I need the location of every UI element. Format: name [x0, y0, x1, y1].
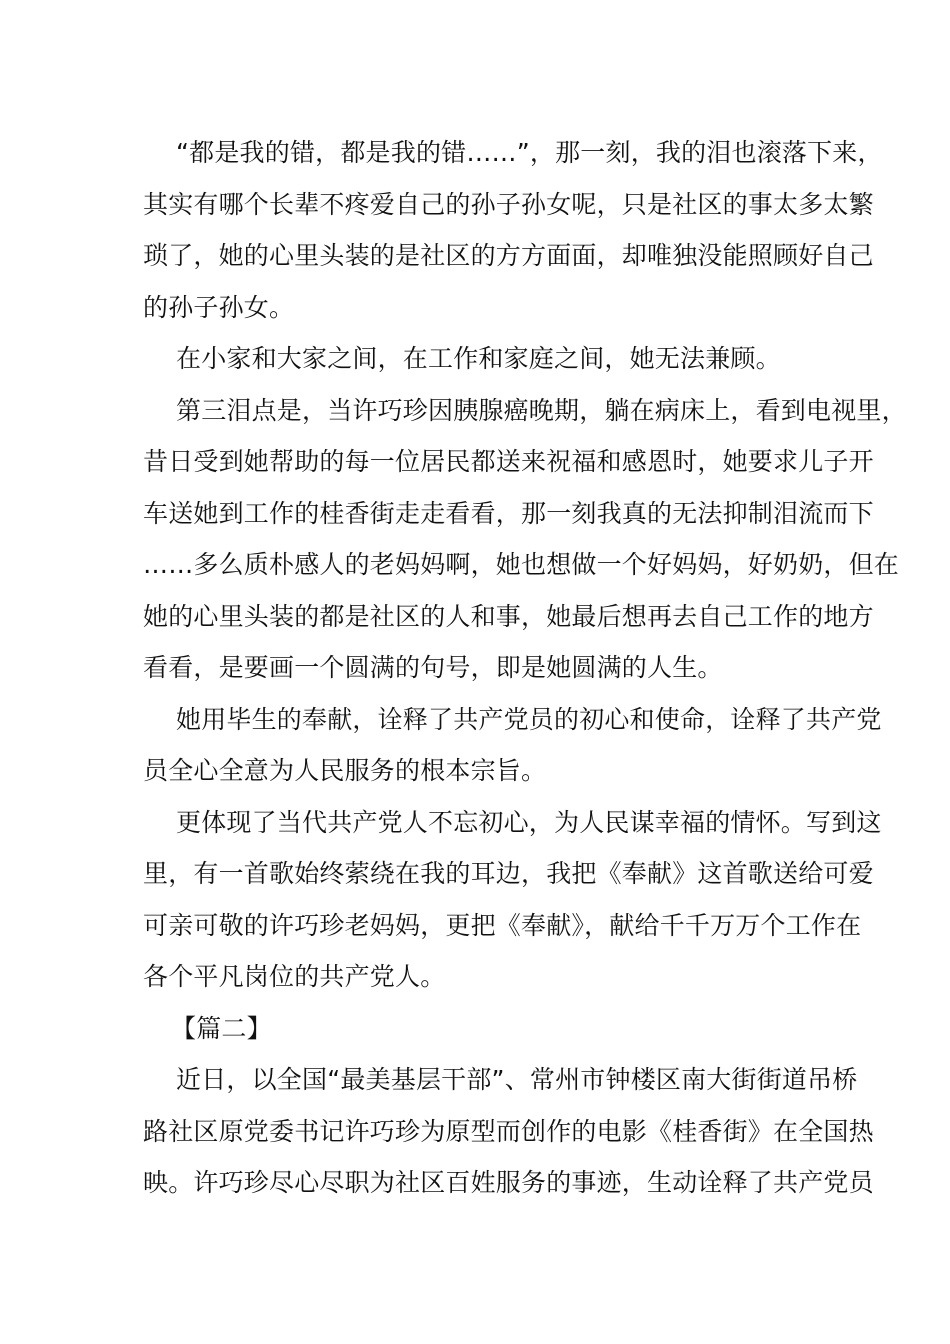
paragraph-1: [143, 127, 883, 333]
text-line: 其实有哪个长辈不疼爱自己的孙子孙女呢，只是社区的事太多太繁: [143, 189, 874, 219]
text-line: 路社区原党委书记许巧珍为原型而创作的电影《桂香街》在全国热: [143, 1116, 874, 1146]
text-line: 琐了，她的心里头装的是社区的方方面面，却唯独没能照顾好自己: [143, 241, 874, 270]
paragraph-2: [143, 333, 811, 385]
paragraph-3: [143, 385, 907, 694]
text-line: 在小家和大家之间，在工作和家庭之间，她无法兼顾。: [176, 344, 781, 373]
text-line: 各个平凡岗位的共产党人。: [143, 962, 446, 991]
text-line: 员全心全意为人民服务的根本宗旨。: [143, 756, 547, 785]
paragraph-4: [143, 694, 882, 797]
text-line: 更体现了当代共产党人不忘初心，为人民谋幸福的情怀。写到这: [176, 807, 882, 837]
text-line: ……多么质朴感人的老妈妈啊，她也想做一个好妈妈，好奶奶，但在: [143, 550, 900, 579]
text-line: 可亲可敬的许巧珍老妈妈，更把《奉献》，献给千千万万个工作在: [143, 910, 862, 940]
text-line: 近日，以全国“最美基层干部”、常州市钟楼区南大街街道吊桥: [176, 1065, 858, 1094]
text-line: 看看，是要画一个圆满的句号，即是她圆满的人生。: [143, 653, 723, 682]
text-line: 她的心里头装的都是社区的人和事，她最后想再去自己工作的地方: [143, 601, 874, 631]
text-line: 昔日受到她帮助的每一位居民都送来祝福和感恩时，她要求儿子开: [143, 447, 874, 476]
section-heading: [143, 1003, 811, 1055]
paragraph-5: [143, 797, 882, 1003]
heading-text: 【篇二】: [171, 1013, 272, 1043]
paragraph-6: [143, 1054, 874, 1209]
text-line: 里，有一首歌始终萦绕在我的耳边，我把《奉献》这首歌送给可爱: [143, 859, 874, 888]
text-line: 映。许巧珍尽心尽职为社区百姓服务的事迹，生动诠释了共产党员: [143, 1168, 874, 1197]
text-line: 第三泪点是，当许巧珍因胰腺癌晚期，躺在病床上，看到电视里，: [176, 395, 907, 425]
text-line: 的孙子孙女。: [143, 292, 295, 322]
document-body: [143, 127, 907, 1209]
text-line: “都是我的错，都是我的错……”，那一刻，我的泪也滚落下来，: [176, 138, 883, 167]
text-line: 车送她到工作的桂香街走走看看，那一刻我真的无法抑制泪流而下: [143, 498, 874, 528]
text-line: 她用毕生的奉献，诠释了共产党员的初心和使命，诠释了共产党: [176, 704, 882, 734]
